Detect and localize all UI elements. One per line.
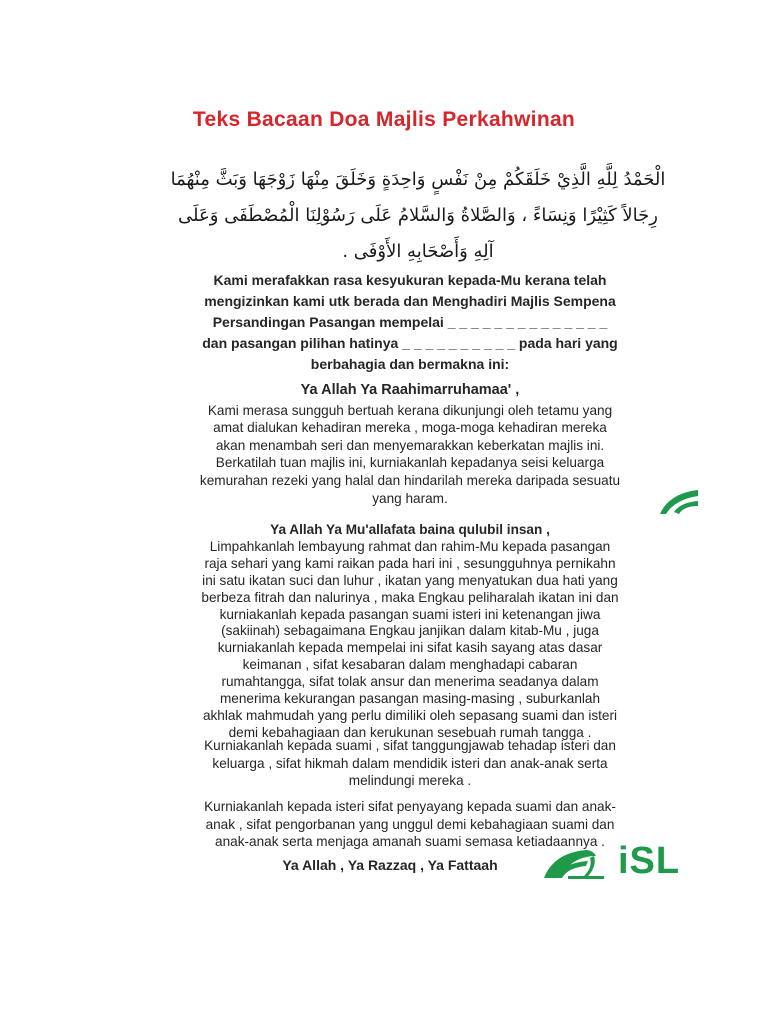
section-4-line: anak , sifat pengorbanan yang unggul demi kebahagiaan suami dan (205, 816, 615, 832)
section-1-line: Kami merasa sungguh bertuah kerana dikunjungi oleh tetamu yang (207, 402, 613, 418)
section-2-line: akhlak mahmudah yang perlu dimiliki oleh sepasang suami dan isteri (202, 707, 618, 723)
closing-line: Ya Allah , Ya Razzaq , Ya Fattaah (282, 857, 498, 873)
section-3-line: melindungi mereka . (348, 773, 472, 789)
section-3 (110, 737, 710, 790)
arabic-line-1: الْحَمْدُ لِلَّهِ الَّذِيْ خَلَقَكُمْ مِنْ نَفْسٍ وَاحِدَةٍ وَخَلَقَ مِنْهَا زَوْجَهَا وَبَثَّ مِنْهُمَا (170, 169, 666, 190)
section-2-line: kurniakanlah kepada pasangan suami isteri ini ketenangan jiwa (219, 606, 601, 622)
arabic-line-3: آلِهِ وَأَصْحَابِهِ الأَوْفَى . (342, 241, 494, 262)
section-2-line: kurniakanlah kepada mempelai ini sifat kasih sayang atas dasar (217, 640, 603, 656)
arabic-line-2: رِجَالاً كَثِيْرًا وَنِسَاءً ، وَالصَّلاةُ وَالسَّلامُ عَلَى رَسُوْلِنَا الْمُصْطَفَى وَعَلَى (178, 205, 658, 226)
document-title: Teks Bacaan Doa Majlis Perkahwinan (192, 108, 576, 131)
section-2-line: menerima kekurangan pasangan masing-masing , suburkanlah (219, 691, 601, 707)
section-1-line: Berkatilah tuan majlis ini, kurniakanlah kepadanya seisi keluarga (215, 455, 605, 471)
section-2-line: rumahtangga, sifat tolak ansur dan menerima seadanya dalam (221, 674, 599, 690)
intro-line: mengizinkan kami utk berada dan Menghadiri Majlis Sempena (204, 293, 616, 309)
intro-line: berbahagia dan bermakna ini: (310, 356, 510, 372)
arabic-opening-prayer (148, 162, 688, 270)
section-2-line: (sakiinah) sebagaimana Engkau janjikan dalam kitab-Mu , juga (221, 623, 599, 639)
section-1-line: akan menambah seri dan menyemarakkan keberkatan majlis ini. (215, 437, 605, 453)
intro-line: Persandingan Pasangan mempelai _ _ _ _ _ _ _ _ _ _ _ _ _ _ (212, 314, 608, 330)
intro-paragraph (110, 270, 710, 375)
section-2 (110, 522, 710, 742)
section-2-heading: Ya Allah Ya Mu'allafata baina qulubil insan , (270, 522, 550, 537)
section-3-line: keluarga , sifat hikmah dalam mendidik isteri dan anak-anak serta (212, 755, 608, 771)
intro-line: dan pasangan pilihan hatinya _ _ _ _ _ _ _ _ _ _ pada hari yang (202, 335, 618, 351)
section-2-line: raja sehari yang kami raikan pada hari ini , sesungguhnya pernikahn (204, 555, 616, 571)
section-2-line: Limpahkanlah lembayung rahmat dan rahim-Mu kepada pasangan (209, 538, 611, 554)
section-2-line: ini satu ikatan suci dan luhur , ikatan yang menyatukan dua hati yang (202, 572, 618, 588)
section-4-line: anak-anak serta menjaga amanah suami semasa ketiadaannya . (215, 834, 605, 850)
section-2-line: berbeza fitrah dan nalurinya , maka Engkau peliharalah ikatan ini dan (201, 589, 619, 605)
section-1-line: yang haram. (372, 490, 448, 506)
section-1-heading: Ya Allah Ya Raahimarruhamaa' , (300, 382, 520, 398)
logo-text: iSL (618, 840, 681, 882)
section-1-line: amat dialukan kehadiran mereka , moga-moga kehadiran mereka (213, 420, 607, 436)
section-1-line: kemurahan rezeki yang halal dan hindarilah mereka daripada sesuatu (199, 472, 621, 488)
intro-line: Kami merafakkan rasa kesyukuran kepada-Mu kerana telah (213, 272, 607, 288)
section-4-line: Kurniakanlah kepada isteri sifat penyayang kepada suami dan anak- (204, 799, 616, 814)
section-2-line: demi kebahagiaan dan kerukunan sesebuah rumah tangga . (228, 724, 592, 740)
section-1 (110, 382, 710, 507)
green-leaf-logo-icon (656, 488, 700, 516)
section-2-line: keimanan , sifat kesabaran dalam menghadapi cabaran (242, 657, 578, 673)
section-3-line: Kurniakanlah kepada suami , sifat tanggungjawab tehadap isteri dan (204, 738, 616, 753)
